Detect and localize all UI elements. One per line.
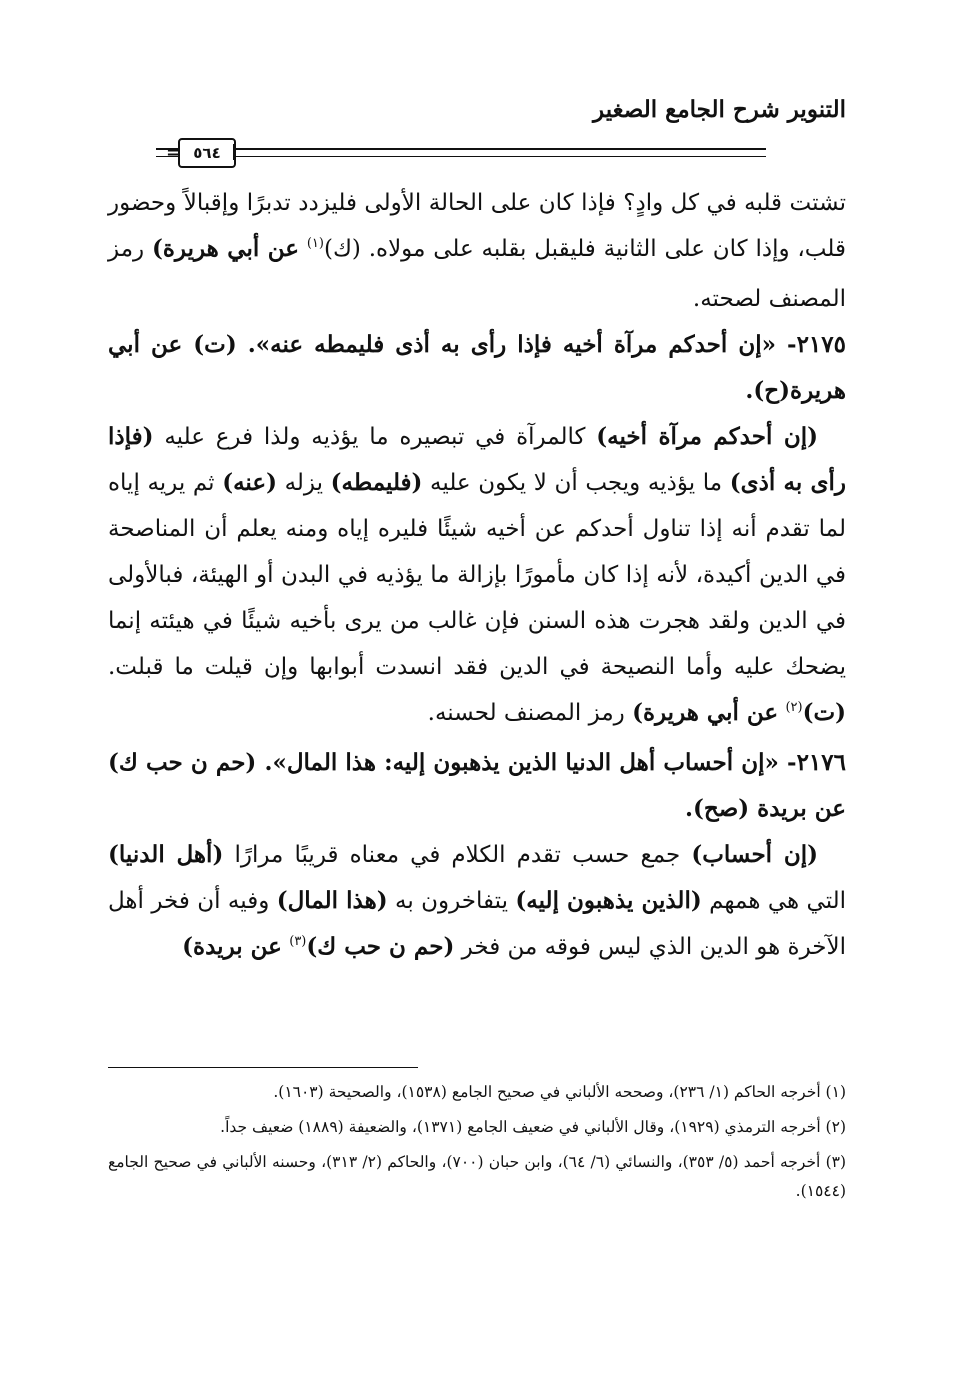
hadith-2176: ٢١٧٦- «إن أحساب أهل الدنيا الذين يذهبون إليه: هذا المال». (حم ن حب ك) عن بريدة (صح). — [108, 749, 846, 822]
footnote-ref-3: (٣) — [289, 934, 307, 949]
commentary-2175: (إن أحدكم مرآة أخيه) كالمرآة في تبصيره ما يؤذيه ولذا فرع عليه (فإذا رأى به أذى) ما يؤذيه ويجب أن لا يكون عليه (فليمطه) يزله (عنه) ثم يريه إياه لما تقدم أنه إذا تناول أحدكم عن أخيه شيئًا فليره إياه ومنه يعلم أن المناصحة في الدين أكيدة، لأنه إذا كان مأمورًا بإزالة ما يؤذيه في البدن أو الهيئة، فبالأولى في الدين ولقد هجرت هذه السنن فإن غالب من يرى بأخيه شيئًا في هيئته إنما يضحك عليه وأما النصيحة في الدين فقد انسدت أبوابها وإن قيلت ما قبلت. (ت)$^{(٢)}$ عن أبي هريرة) رمز المصنف لحسنه. — [108, 423, 847, 726]
double-rule — [156, 148, 766, 157]
footnote-1: (١) أخرجه الحاكم (١/ ٢٣٦)، وصححه الألباني في صحيح الجامع (١٥٣٨)، والصحيحة (١٦٠٣). — [273, 1083, 846, 1101]
rule-end-mark: = — [166, 142, 182, 163]
commentary-2176: (إن أحساب) جمع حسب تقدم الكلام في معناه قريبًا مرارًا (أهل الدنيا) التي هي همهم (الذين يذهبون إليه) يتفاخرون به (هذا المال) وفيه أن فخر أهل الآخرة هو الدين الذي ليس فوقه من فخر (حم ن حب ك)$^{(٣)}$ عن بريدة) — [108, 841, 847, 960]
page-header — [108, 96, 846, 163]
footnote-2: (٢) أخرجه الترمذي (١٩٢٩)، وقال الألباني في ضعيف الجامع (١٣٧١)، والضعيفة (١٨٨٩) ضعيف جداً. — [220, 1118, 846, 1136]
main-text — [108, 180, 846, 974]
footnote-ref-2: (٢) — [785, 700, 803, 715]
footnote-3: (٣) أخرجه أحمد (٥/ ٣٥٣)، والنسائي (٦/ ٦٤)، وابن حبان (٧٠٠)، والحاكم (٢/ ٣١٣)، وحسنه الألباني في صحيح الجامع (١٥٤٤). — [108, 1153, 847, 1200]
paragraph-1: تشتت قلبه في كل وادٍ؟ فإذا كان على الحالة الأولى فليزدد تدبرًا وإقبالاً وحضور قلب، وإذا كان على الثانية فليقبل بقلبه على مولاه. (ك)$^{(١)}$ عن أبي هريرة) رمز المصنف لصحته. — [108, 190, 847, 312]
footnotes — [108, 1078, 846, 1212]
hadith-2175: ٢١٧٥- «إن أحدكم مرآة أخيه فإذا رأى به أذى فليمطه عنه». (ت) عن أبي هريرة(ح). — [108, 331, 846, 404]
footnote-separator — [108, 1067, 418, 1068]
header-rule — [108, 138, 846, 168]
page-number: ٥٦٤ — [178, 138, 236, 168]
footnote-ref-1: (١) — [306, 236, 324, 251]
page-number-edge — [233, 144, 243, 160]
running-title: التنوير شرح الجامع الصغير — [593, 96, 846, 123]
